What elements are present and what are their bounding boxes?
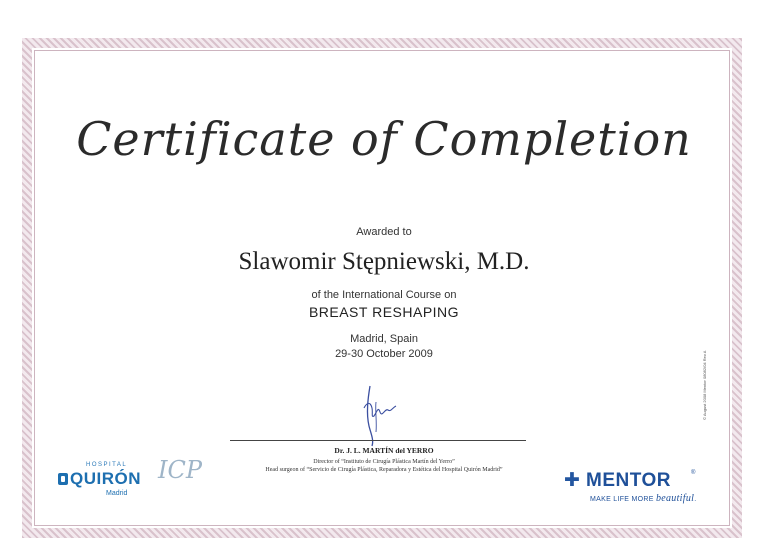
- signer-role-1: Director of “Instituto de Cirugía Plástica Martín del Yerro”: [313, 459, 455, 465]
- quiron-word-text: QUIRÓN: [70, 469, 141, 488]
- quiron-wordmark: [58, 469, 141, 489]
- quiron-city: Madrid: [106, 490, 128, 497]
- mentor-registered: ®: [691, 470, 696, 476]
- course-intro: of the International Course on: [311, 289, 457, 301]
- awarded-label: Awarded to: [356, 226, 412, 238]
- mentor-tagline-suffix: .: [694, 496, 697, 503]
- signer-role-2: Head surgeon of “Servicio de Cirugía Plástica, Reparadora y Estética del Hospital Quirón Madrid”: [265, 467, 503, 473]
- quiron-logo: [58, 462, 148, 502]
- recipient-name: Slawomir Stępniewski, M.D.: [238, 248, 530, 275]
- quiron-top-text: HOSPITAL: [86, 462, 128, 468]
- mentor-logo: [564, 468, 704, 508]
- icp-mark: ICP: [158, 456, 202, 484]
- signature-line: [230, 440, 526, 441]
- mentor-tagline-prefix: MAKE LIFE MORE: [590, 496, 656, 503]
- course-location: Madrid, Spain: [350, 333, 418, 345]
- mentor-wordmark: MENTOR: [586, 470, 671, 491]
- signer-name: Dr. J. L. MARTÍN del YERRO: [334, 446, 434, 455]
- certificate-title: Certificate of Completion: [76, 112, 692, 166]
- quiron-mark-icon: [58, 473, 68, 485]
- icp-logo-icon: [154, 456, 202, 498]
- signature-mark: [352, 378, 402, 448]
- mentor-tagline: [590, 493, 696, 504]
- side-print-code: © August 2008 Mentor 08082/04 Rev A: [702, 350, 707, 420]
- course-dates: 29-30 October 2009: [335, 348, 433, 360]
- mentor-tagline-em: beautiful: [655, 493, 695, 504]
- course-name: BREAST RESHAPING: [308, 304, 460, 320]
- mentor-cross-icon: ✚: [564, 470, 580, 491]
